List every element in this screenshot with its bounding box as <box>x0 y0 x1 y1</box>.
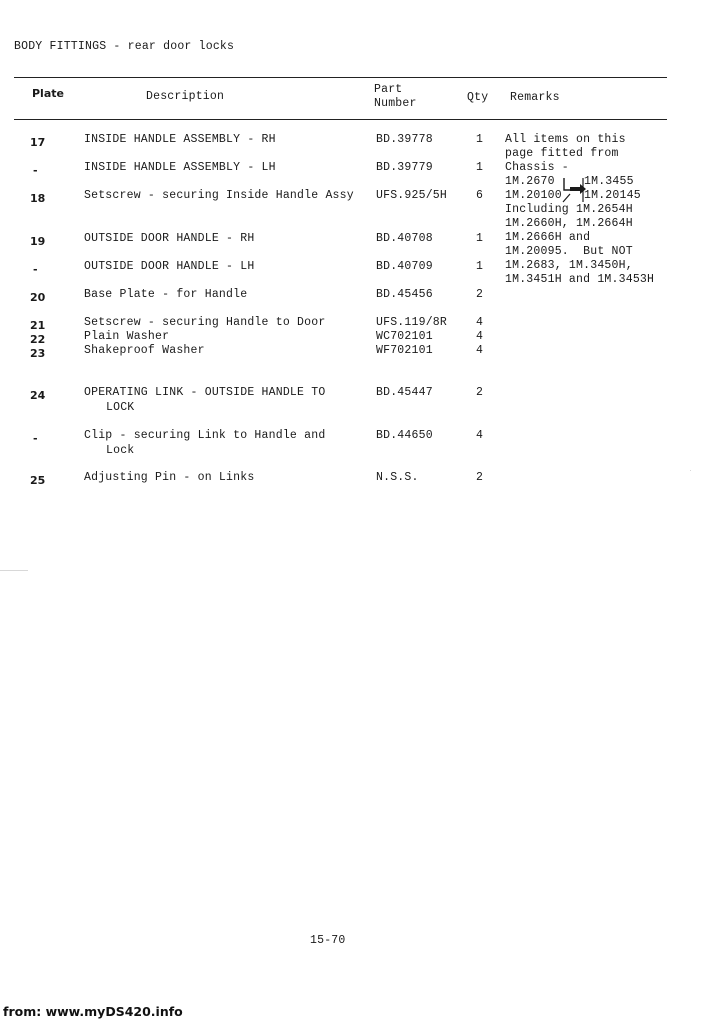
row-description: Setscrew - securing Inside Handle Assy <box>84 189 354 202</box>
row-part-number: UFS.925/5H <box>376 189 448 202</box>
header-remarks: Remarks <box>510 91 560 104</box>
remarks-line: 1M.2666H and <box>505 231 591 244</box>
remarks-line: Chassis - <box>505 161 569 174</box>
footer-source: from: www.myDS420.info <box>3 1004 183 1019</box>
remarks-line: 1M.20100 <box>505 189 562 202</box>
header-plate: Plate <box>32 87 64 100</box>
row-plate: 23 <box>30 347 46 360</box>
header-description: Description <box>146 90 225 103</box>
row-part-number: UFS.119/8R <box>376 316 448 329</box>
row-part-number: BD.39778 <box>376 133 433 146</box>
row-plate: 19 <box>30 235 46 248</box>
row-description: Adjusting Pin - on Links <box>84 471 255 484</box>
row-qty: 1 <box>476 161 484 174</box>
row-part-number: BD.40709 <box>376 260 433 273</box>
row-description: Clip - securing Link to Handle and <box>84 429 326 442</box>
row-description-cont: Lock <box>106 444 135 457</box>
row-description: OPERATING LINK - OUTSIDE HANDLE TO <box>84 386 326 399</box>
row-part-number: BD.40708 <box>376 232 433 245</box>
row-part-number: N.S.S. <box>376 471 419 484</box>
row-part-number: BD.44650 <box>376 429 433 442</box>
row-qty: 6 <box>476 189 484 202</box>
row-plate: - <box>33 263 38 276</box>
row-qty: 1 <box>476 232 484 245</box>
range-arrow-icon <box>560 176 590 204</box>
row-plate: 22 <box>30 333 46 346</box>
row-plate: - <box>33 164 38 177</box>
header-qty: Qty <box>467 91 489 104</box>
remarks-line: 1M.3455 <box>584 175 634 188</box>
row-qty: 4 <box>476 316 484 329</box>
row-description: OUTSIDE DOOR HANDLE - LH <box>84 260 255 273</box>
row-qty: 2 <box>476 386 484 399</box>
row-plate: 24 <box>30 389 46 402</box>
row-qty: 1 <box>476 133 484 146</box>
remarks-line: 1M.20145 <box>584 189 641 202</box>
row-plate: 25 <box>30 474 46 487</box>
row-description: OUTSIDE DOOR HANDLE - RH <box>84 232 255 245</box>
remarks-line: 1M.2683, 1M.3450H, <box>505 259 633 272</box>
remarks-line: All items on this <box>505 133 626 146</box>
remarks-line: 1M.20095. But NOT <box>505 245 633 258</box>
row-plate: 21 <box>30 319 46 332</box>
row-description-cont: LOCK <box>106 401 135 414</box>
row-qty: 2 <box>476 288 484 301</box>
header-part-line2: Number <box>374 97 417 110</box>
row-qty: 4 <box>476 330 484 343</box>
row-description: INSIDE HANDLE ASSEMBLY - RH <box>84 133 276 146</box>
row-description: Plain Washer <box>84 330 170 343</box>
row-plate: 20 <box>30 291 46 304</box>
page-number: 15-70 <box>310 934 346 947</box>
row-plate: 18 <box>30 192 46 205</box>
remarks-line: 1M.2660H, 1M.2664H <box>505 217 633 230</box>
header-top-rule <box>14 77 667 78</box>
row-part-number: BD.45456 <box>376 288 433 301</box>
row-qty: 4 <box>476 344 484 357</box>
row-description: INSIDE HANDLE ASSEMBLY - LH <box>84 161 276 174</box>
row-qty: 4 <box>476 429 484 442</box>
remarks-line: page fitted from <box>505 147 619 160</box>
row-plate: 17 <box>30 136 46 149</box>
scan-mark <box>690 470 691 471</box>
header-part-line1: Part <box>374 83 403 96</box>
remarks-line: Including 1M.2654H <box>505 203 633 216</box>
scan-mark <box>0 570 28 571</box>
remarks-line: 1M.3451H and 1M.3453H <box>505 273 655 286</box>
row-part-number: BD.45447 <box>376 386 433 399</box>
row-part-number: WC702101 <box>376 330 433 343</box>
header-bottom-rule <box>14 119 667 120</box>
row-qty: 2 <box>476 471 484 484</box>
page-title: BODY FITTINGS - rear door locks <box>14 40 235 53</box>
row-plate: - <box>33 432 38 445</box>
row-part-number: WF702101 <box>376 344 433 357</box>
row-qty: 1 <box>476 260 484 273</box>
remarks-line: 1M.2670 <box>505 175 555 188</box>
row-description: Base Plate - for Handle <box>84 288 248 301</box>
row-description: Shakeproof Washer <box>84 344 205 357</box>
row-part-number: BD.39779 <box>376 161 433 174</box>
row-description: Setscrew - securing Handle to Door <box>84 316 326 329</box>
